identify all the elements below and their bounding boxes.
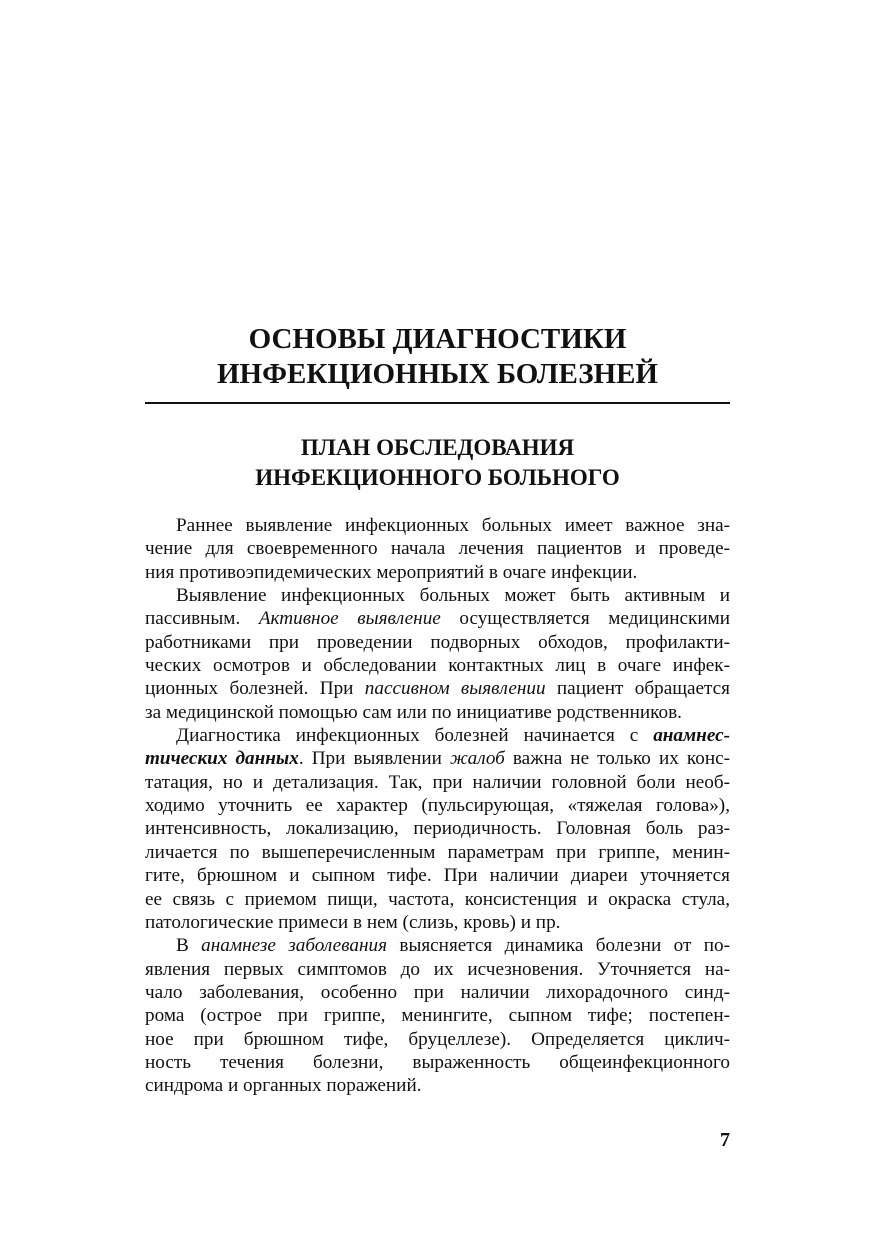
text-line — [145, 864, 730, 887]
text-run: за медицинской помощью сам или по инициативе родственников. — [145, 701, 682, 723]
text-line — [145, 794, 730, 817]
text-run: ное при брюшном тифе, бруцеллезе). Определяется циклич- — [145, 1028, 730, 1050]
page-number: 7 — [720, 1129, 730, 1151]
text-run: важна не только их конс- — [504, 748, 730, 770]
text-line — [145, 817, 730, 840]
text-run: татация, но и детализация. Так, при наличии головной боли необ- — [145, 771, 730, 793]
italic-term: анамнезе заболевания — [201, 935, 388, 957]
text-run: Диагностика инфекционных болезней начинается с — [176, 725, 654, 747]
text-line — [145, 701, 730, 724]
text-line — [145, 631, 730, 654]
chapter-title — [145, 322, 730, 392]
text-run: ее связь с приемом пищи, частота, консистенция и окраска стула, — [145, 888, 730, 910]
text-line — [145, 654, 730, 677]
text-line — [145, 888, 730, 911]
text-line — [145, 841, 730, 864]
text-line — [145, 934, 730, 957]
chapter-title-line: ИНФЕКЦИОННЫХ БОЛЕЗНЕЙ — [216, 358, 658, 390]
text-line — [145, 981, 730, 1004]
italic-term: пассивном выявлении — [364, 678, 546, 700]
text-line — [145, 514, 730, 537]
text-line — [145, 958, 730, 981]
text-run: осуществляется медицинскими — [440, 608, 730, 630]
text-run: патологические примеси в нем (слизь, кровь) и пр. — [145, 911, 561, 933]
text-line — [145, 1028, 730, 1051]
paragraph — [145, 934, 730, 1097]
text-run: чало заболевания, особенно при наличии лихорадочного синд- — [145, 981, 730, 1003]
text-run: ческих осмотров и обследовании контактных лиц в очаге инфек- — [145, 655, 730, 677]
text-run: Раннее выявление инфекционных больных имеет важное зна- — [176, 515, 730, 536]
text-run: работниками при проведении подворных обходов, профилакти- — [145, 631, 730, 653]
text-run: интенсивность, локализацию, периодичность. Головная боль раз- — [145, 818, 730, 840]
text-line — [145, 1004, 730, 1027]
bold-italic-term: тических данных — [145, 748, 299, 770]
text-line — [145, 537, 730, 560]
text-line — [145, 1051, 730, 1074]
text-run: пассивным. — [145, 608, 259, 630]
text-run: личается по вышеперечисленным параметрам при гриппе, менин- — [145, 841, 730, 863]
text-line — [145, 747, 730, 770]
section-title-line: ИНФЕКЦИОННОГО БОЛЬНОГО — [255, 465, 620, 490]
text-line — [145, 677, 730, 700]
paragraph — [145, 584, 730, 724]
text-run: синдрома и органных поражений. — [145, 1075, 422, 1097]
section-title-line: ПЛАН ОБСЛЕДОВАНИЯ — [300, 435, 575, 460]
text-run: ходимо уточнить ее характер (пульсирующая, «тяжелая голова»), — [145, 795, 730, 817]
bold-italic-term: анамнес- — [653, 725, 730, 747]
paragraph — [145, 514, 730, 584]
text-line — [145, 771, 730, 794]
title-divider — [145, 402, 730, 404]
text-run: гите, брюшном и сыпном тифе. При наличии диареи уточняется — [145, 865, 730, 887]
text-run: ционных болезней. При — [145, 678, 365, 700]
text-line — [145, 724, 730, 747]
text-run: рома (острое при гриппе, менингите, сыпном тифе; постепен- — [145, 1005, 730, 1027]
text-line — [145, 561, 730, 584]
text-line — [145, 911, 730, 934]
body-text — [145, 514, 730, 1098]
text-run: выясняется динамика болезни от по- — [387, 935, 730, 957]
text-run: ния противоэпидемических мероприятий в очаге инфекции. — [145, 561, 638, 583]
text-run: Выявление инфекционных больных может быть активным и — [176, 585, 730, 607]
italic-term: Активное выявление — [258, 608, 441, 630]
section-title — [145, 433, 730, 493]
text-run: чение для своевременного начала лечения пациентов и проведе- — [145, 538, 730, 560]
italic-term: жалоб — [450, 748, 505, 770]
text-run: пациент обращается — [545, 678, 730, 700]
text-run: В — [176, 935, 202, 957]
chapter-title-line: ОСНОВЫ ДИАГНОСТИКИ — [248, 323, 627, 355]
paragraph — [145, 724, 730, 934]
text-run: ность течения болезни, выраженность общеинфекционного — [145, 1051, 730, 1073]
text-line — [145, 607, 730, 630]
text-line — [145, 1074, 730, 1097]
text-run: . При выявлении — [298, 748, 451, 770]
text-line — [145, 584, 730, 607]
text-run: явления первых симптомов до их исчезновения. Уточняется на- — [145, 958, 730, 980]
